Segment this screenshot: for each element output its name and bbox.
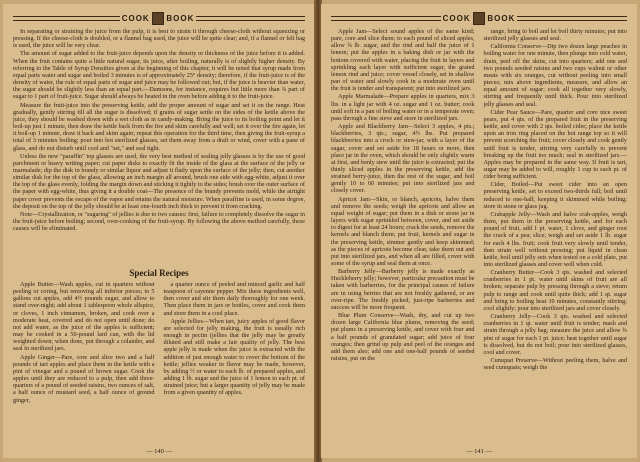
recipe-paragraph: Apricot Jam—Skin, or blanch, apricots, halve them and remove the seeds; weigh the apricots and allow an equal weight of sugar; put them in a dish or stone jar in layers with sugar sprinkled between, cover, and set aside to digest for at least 24 hours; crack the seeds, remove the kernels and blanch them; put fruit, kernels and sugar in the preserving kettle, simmer gently and keep skimmed; as the pieces of apricots become clear, take them out and put into sterilized jars, and when all are filled, cover with some of the syrup and seal them at once. <box>331 195 475 267</box>
header-rule <box>331 16 441 21</box>
paragraph: Unless the new "paraffin" top glasses are used, the very best method of sealing jelly glasses is by the use of good parchment or heavy writing paper; cut paper disks to exactly fit the inside of the glass at the surface of the jelly or marmalade; dip the disk in brandy or similar liquor and adjust it flatly upon the surface of the jelly; then, cut another similar disk for the top of the glass, allowing an inch margin all around, brush one side with egg-white, adjust it over the top of the glass evenly, folding the margin down and sticking it tightly to the sides; brush over the outer surface of the paper with egg-white, thus giving it a double coat—The presence of the brandy prevents mold, while the airtight paper cover prevents the escape of the vapor and retains the natural moisture. When paraffine is used, in some degree, the deposit on the top of the jelly should be at least one-fourth inch thick to prevent it from cracking. <box>13 152 305 210</box>
recipe-paragraph: Blue Plum Conserve—Wash, dry, and cut up two dozen large California blue plums, removing the seed; put plums in a preserving kettle, and cover with four and a half pounds of granulated sugar; add juice of four oranges; then grind up pulp and peel of the oranges and add them also; add one and one-half pounds of seeded raisins, put on the <box>331 312 475 363</box>
paragraph: Note—Crystallization, or "sugaring" of jellies is due to two causes: first, failure to completely dissolve the sugar in the fruit-juice before boiling; second, over-cooking of the fruit-syrup. By following the above method carefully, these causes will be eliminated. <box>13 210 305 233</box>
recipe-paragraph: Crabapple Jelly—Wash and halve crab-apples, weigh them, put them in the preserving kettle, and for each pound of fruit, add 1 pt. water, 1 clove, and ginger root the crack of a pea; slice; weigh and set aside 1 lb. sugar for each 4 lbs. fruit; cook fruit very slowly until tender, then strain well without pressing; put liquid in clean kettle, boil until jelly sets when tested on a cold plate, put into sterilized glasses and cover well when cold. <box>483 210 627 268</box>
right-page <box>321 4 637 458</box>
page-number: — 140 — <box>146 448 172 455</box>
recipe-paragraph: Cranberry Butter—Cook 3 qts. washed and selected cranberries in 1 pt. water until skins of fruit are all broken; separate pulp by pressing through a sieve; return pulp to range and cook until quite thick; add 1 qt. sugar and bring to boiling heat 10 minutes, constantly stirring; cool slightly; pour into sterilized jars and cover closely. <box>483 269 627 312</box>
recipe-column <box>331 28 475 372</box>
recipe-paragraph: Cider, Boiled—Put sweet cider into an open preserving kettle, set to exceed two-thirds full; boil until reduced to one-half, keeping it skimmed while boiling; store in stone or glass jug. <box>483 181 627 210</box>
recipe-paragraph: Apple Jellies—When tart, juicy apples of good flavor are selected for jelly making, the fruit is usually rich enough in pectin (jellies that the jelly may be greatly diluted and still make a fair quality of jelly. The best apple jelly is made when the juice is extracted with the addition of just enough water to cover the bottom of the kettle; jellies weaker in flavor may be made, however, by adding ½ or water to each lb. of prepared apples, and adding 1 lb. sugar and the juice of 1 lemon to each pt. of strained juice; but a larger quantity of jelly may be made from a given quantity of apples. <box>163 317 305 397</box>
recipe-paragraph: range, bring to boil and let boil thirty minutes; put into sterilized jelly glasses and seal. <box>483 28 627 43</box>
recipe-column <box>13 281 155 405</box>
recipe-columns <box>331 28 627 372</box>
recipe-paragraph: Barberry Jelly—Barberry jelly is made exactly as Huckleberry jelly; however, particular precaution must be taken with barberries, for the principal causes of failure are in using berries that are not freshly gathered, or are over-ripe. The freshly picked, just-ripe barberries and success will be more frequent. <box>331 268 475 311</box>
recipe-paragraph: Apple and Blackberry Jam—Select 3 apples, 4 pts.; blackberries, 3 qts.; sugar, 4½ lbs. Put prepared blackberries into a crock or stew-jar, with a layer of the sugar, cover and set aside for 18 hours or more, then place jar in the oven, which should be only slightly warm at first, and benly stew until the juice is extracted; put the thinly sliced apples in the preserving kettle, add the strained berry-juice, then the rest of the sugar, and boil gently 10 to 60 minutes; put into sterilized jars and closely cover. <box>331 123 475 195</box>
header-rule <box>196 16 305 21</box>
page-header <box>331 12 627 24</box>
paragraph: The amount of sugar added to the fruit-juice depends upon the density or thickness of the juice before it is added. When the fruit contains quite a little natural sugar, its juice, after boiling, naturally is of slightly higher density. By referring to the Table of Syrup Densities given at the beginning of this chapter, it will be noted that syrup made from equal parts water and sugar and boiled 3 minutes is of approximately 25° density; therefore, if the fruit-juice is of the density of water, the rule of equal parts of sugar and juice may be followed out; but, if the juice is heavier than water, the sugar should be slightly less than an equal part.—Damsons, for instance, requires but little more than ¾ part of sugar to 1 part of fruit-juice. Sugar should always be heated in the oven before adding it to the fruit-juice. <box>13 50 305 101</box>
section-title: Special Recipes <box>129 268 189 278</box>
recipe-paragraph: Apple Marmalade—Prepare apples in quarters, mix 3 lbs. in a light jar with 4 oz. sugar and 1 oz. butter; cook until soft in a pan of boiling water or in a temperate oven; pass through a fine sieve and store in sterilized jars. <box>331 93 475 122</box>
recipe-columns <box>13 281 305 405</box>
recipe-paragraph: Cumquat Preserve—Without peeling them, halve and seed cumquats; weigh the <box>483 357 627 372</box>
header-word-cook: COOK <box>121 13 150 23</box>
header-rule <box>13 16 120 21</box>
recipe-paragraph: Apple Ginger—Pare, core and slice two and a half pounds of tart apples and place them in the kettle with a pint of vinegar and a pound of brown sugar. Cook the apples until they are reduced to a pulp, then add three-quarters of a pound of seeded raisins, two ounces of salt, a half ounce of mustard seed, a half ounce of ground ginger, <box>13 353 155 404</box>
header-emblem-icon <box>473 12 486 25</box>
header-word-book: BOOK <box>166 13 195 23</box>
recipe-paragraph: Cranberry Jelly—Cook 3 qts. washed and selected cranberries in 1 qt. water until fruit is tender; mash and strain through a jelly bag; measure the juice and allow ¾ pint of sugar for each 1 pt. juice; heat together until sugar is dissolved, but do not boil; pour into sterilized glasses, cool and cover. <box>483 313 627 356</box>
header-emblem-icon <box>152 12 165 25</box>
recipe-paragraph: Cider Pear Sauce—Pare, quarter and core nice sweet pears, put 4 qts. of the prepared fruit in the preserving kettle, and cover with 2 qts. boiled cider; place the kettle upon an iron ring placed on the hot range top so it will prevent scorching the fruit; cover closely and cook gently until fruit is tender, stirring very carefully to prevent breaking up the fruit too much; seal in sterilized jars.—Apples may be prepared in the same way. If fruit is tart, sugar may be added to will, roughly 1 cup to each pt. of cider being sufficient. <box>483 108 627 181</box>
recipe-paragraph: Apple Jam—Select sound apples of the same kind; pare, core and slice them; to each pound of sliced apples, allow ¾ lb. sugar, and the rind and half the juice of 1 lemon; put the apples in a baking dish or jar with the bottom covered with water, placing the fruit in layers and sprinkling each layer with sufficient sugar, the grated lemon rind and juice; cover vessel closely, set in shallow pan of water and slowly cook in a moderate oven until the fruit is tender and transparent; put into sterilized jars. <box>331 28 475 93</box>
recipe-paragraph: Apple Butter—Wash apples, cut in quarters without peeling or coring, but removing all inferior pieces; to 5 gallons cut apples, add 4½ pounds sugar, and allow to stand over-night; add about 1 tablespoon whole allspice, or cloves, 1 inch cinnamon, broken, and cook over a moderate heat, covered and do not open until done; do not add water, as the juice of the apples is sufficient; may be cooked in a 50-pound lard can, with the lid weighted down; when done, put through a colander, and seal in sterilized jars. <box>13 281 155 353</box>
recipe-paragraph: California Conserve—Dip two dozen large peaches in boiling water for one minute, then plunge into cold water, drain, peel off the skins, cut into quarters; add one and two pounds seeded raisins and two cups walnut or other meats with six oranges, cut without peeling into small pieces; mix above ingredients, measure, and allow an equal amount of sugar; cook all together very slowly, stirring and frequently until thick. Pour into sterilized jelly glasses and seal. <box>483 43 627 108</box>
recipe-column <box>164 281 306 405</box>
page-number: — 141 — <box>466 448 492 455</box>
page-header <box>13 12 305 24</box>
left-page <box>3 4 315 458</box>
header-word-cook: COOK <box>442 13 471 23</box>
header-word-book: BOOK <box>487 13 516 23</box>
intro-text <box>13 28 305 233</box>
recipe-column <box>484 28 628 372</box>
paragraph: In separating or straining the juice from the pulp, it is best to strain it through cheese-cloth without squeezing or pressing. If the cheese-cloth is doubled, or a flannel bag used, the juice will be quite clear; and, if a flannel or felt bag is used, the juice will be very clear. <box>13 28 305 50</box>
recipe-paragraph: a quarter ounce of peeled and minced garlic and half teaspoon of cayenne pepper. Mix these ingredients well, then cover and stir them daily thoroughly for one week. Then place them in jars or bottles, cover and cook them and store them in a cool place. <box>163 281 305 317</box>
header-rule <box>517 16 627 21</box>
paragraph: Measure the fruit-juice into the preserving kettle, add the proper amount of sugar and set it on the range. Heat gradually, gently stirring till all the sugar is dissolved; if grains of sugar settle on the sides of the kettle above the juice, they should be washed down with a wet cloth as in candy-making. Bring the juice to its boiling point and let it boil-up just 1 minute, then draw the kettle back from the fire and skim carefully and well; set it over the fire again, let it boil-up 1 minute, draw it back and skim again; repeat this operation for the third time, then giving the fruit-syrup a total of 3 minutes boiling; pour into hot sterilized glasses, set them away from a draft or wind, cover with a pane of glass, and do not disturb until cool and "set," and seal tight. <box>13 101 305 152</box>
